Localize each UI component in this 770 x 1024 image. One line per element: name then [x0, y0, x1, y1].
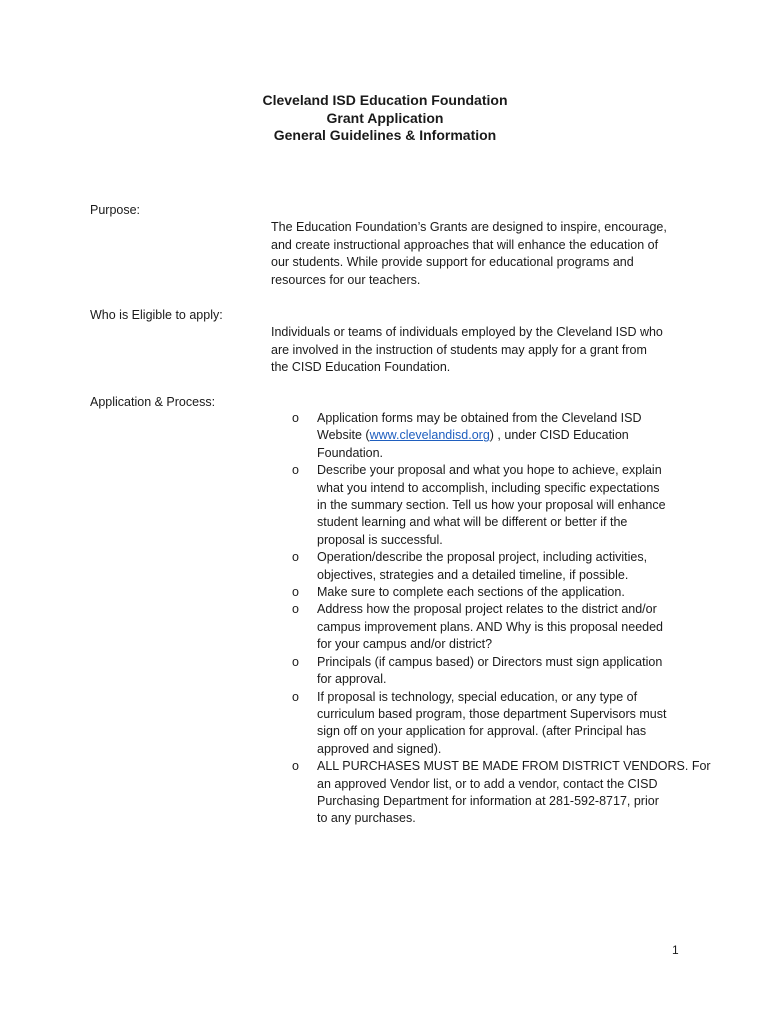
list-item: o Make sure to complete each sections of the application. [292, 584, 687, 601]
document-title [0, 92, 770, 145]
list-item: o If proposal is technology, special education, or any type of curriculum based program, those department Supervisors must sign off on your application for approval. (after Principal has approved and signed). [292, 689, 667, 756]
list-item: o Describe your proposal and what you hope to achieve, explain what you intend to accomplish, including specific expectations in the summary section. Tell us how your proposal will enhance student learning and what will be different or better if the proposal is successful. [292, 463, 666, 547]
list-item: o Principals (if campus based) or Directors must sign application for approval. [292, 654, 663, 687]
purpose-line: resources for our teachers. [271, 272, 421, 287]
eligibility-label: Who is Eligible to apply: [90, 308, 223, 322]
purpose-text [271, 219, 681, 289]
bullet-icon: o [292, 654, 299, 669]
list-item: o Operation/describe the proposal project, including activities, objectives, strategies and a detailed timeline, if possible. [292, 550, 648, 582]
bullet-icon: o [292, 550, 299, 565]
eligibility-line: Individuals or teams of individuals employed by the Cleveland ISD who [271, 325, 663, 339]
bullet-icon: o [292, 411, 299, 425]
bullet-icon: o [292, 463, 299, 478]
process-label: Application & Process: [90, 395, 216, 409]
bullet-icon: o [292, 585, 299, 600]
purpose-line: and create instructional approaches that will enhance the education of [271, 237, 659, 252]
bullet-icon: o [292, 689, 299, 704]
eligibility-text [271, 324, 681, 377]
title-form-name: Grant Application [326, 109, 444, 126]
list-item: o Address how the proposal project relates to the district and/or campus improvement plans. AND Why is this proposal needed for your campus and/or district? [292, 602, 663, 652]
page-number: 1 [672, 943, 679, 957]
bullet-icon: o [292, 602, 299, 617]
website-link[interactable]: www.clevelandisd.org [369, 428, 490, 443]
process-list [292, 410, 711, 828]
bullet-icon: o [292, 759, 299, 774]
list-item: o ALL PURCHASES MUST BE MADE FROM DISTRICT VENDORS. For an approved Vendor list, or to add a vendor, contact the CISD Purchasing Department for information at 281-592-8717, prior to any purchases. [292, 759, 711, 826]
title-organization: Cleveland ISD Education Foundation [262, 92, 508, 108]
purpose-line: The Education Foundation’s Grants are designed to inspire, encourage, [271, 220, 667, 234]
eligibility-line: the CISD Education Foundation. [271, 360, 451, 374]
title-subtitle: General Guidelines & Information [273, 127, 497, 143]
purpose-label: Purpose: [90, 203, 141, 217]
purpose-line: our students. While provide support for educational programs and [271, 255, 634, 269]
eligibility-line: are involved in the instruction of students may apply for a grant from [271, 342, 647, 357]
list-item: o Application forms may be obtained from the Cleveland ISD Website (www.clevelandisd.org) , under CISD Education Foundation. [292, 411, 642, 460]
